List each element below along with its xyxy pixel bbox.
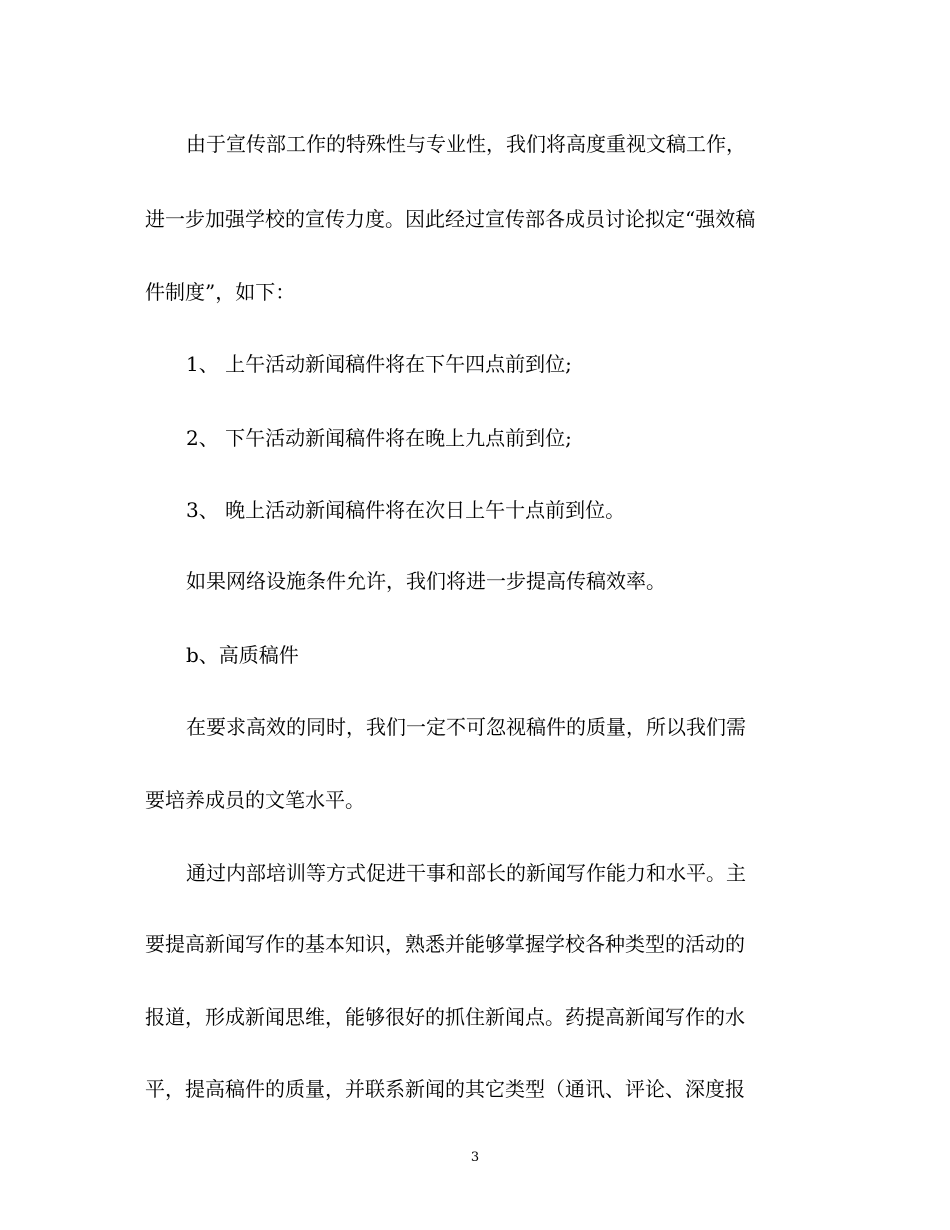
text-line: 在要求高效的同时，我们一定不可忽视稿件的质量，所以我们需 (186, 715, 746, 739)
list-item: 1、 上午活动新闻稿件将在下午四点前到位; (186, 352, 572, 376)
text-line: 要提高新闻写作的基本知识，熟悉并能够掌握学校各种类型的活动的 (145, 932, 745, 956)
text-line: 件制度”，如下： (145, 280, 296, 304)
page-number: 3 (470, 1150, 480, 1165)
text-line: 通过内部培训等方式促进干事和部长的新闻写作能力和水平。主 (186, 861, 746, 885)
section-heading: b、高质稿件 (186, 643, 299, 667)
text-line: 由于宣传部工作的特殊性与专业性，我们将高度重视文稿工作， (186, 132, 746, 156)
text-line: 平，提高稿件的质量，并联系新闻的其它类型（通讯、评论、深度报 (145, 1077, 745, 1101)
text-line: 要培养成员的文笔水平。 (145, 788, 365, 812)
list-item: 2、 下午活动新闻稿件将在晚上九点前到位; (186, 426, 572, 450)
text-line: 报道，形成新闻思维，能够很好的抓住新闻点。药提高新闻写作的水 (145, 1005, 745, 1029)
list-item: 3、 晚上活动新闻稿件将在次日上午十点前到位。 (186, 498, 626, 522)
text-line: 进一步加强学校的宣传力度。因此经过宣传部各成员讨论拟定“强效稿 (145, 207, 756, 231)
text-line: 如果网络设施条件允许，我们将进一步提高传稿效率。 (186, 569, 666, 593)
